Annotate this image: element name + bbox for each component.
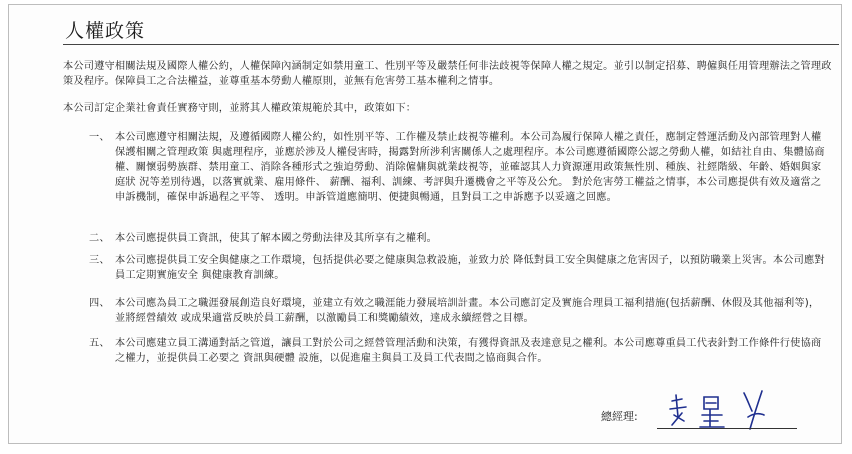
- handwritten-signature: [664, 387, 784, 432]
- signature-label: 總經理:: [601, 410, 638, 423]
- policy-item-5: [89, 336, 829, 366]
- page-title: 人權政策: [65, 20, 146, 42]
- policy-item-3: [89, 253, 829, 283]
- item-text: 本公司應遵守相關法規，及遵循國際人權公約，如性別平等、工作權及禁止歧視等權利。本公司為履行保障人權之責任，應制定營運活動及內部管理對人權保護相關之管理政策 與處理程序，並應於涉及人權侵害時，揭露對所涉利害關係人之處理程序。本公司應遵循國際公認之勞動人權，如結社自由、集體協商權、關懷弱勢族群、禁用童工、消除各種形式之強迫勞動、消除僱傭與就業歧視等，並確認其人力資源運用政策無性別、種族、社經階級、年齡、婚姻與家庭狀 況等差別待遇，以落實就業、雇用條件、 薪酬、福利、訓練、考評與升遷機會之平等及公允。 對於危害勞工權益之情事，本公司應提供有效及適當之申訴機制，確保申訴過程之平等、 透明。申訴管道應簡明、便捷與暢通，且對員工之申訴應予以妥適之回應。: [115, 132, 825, 203]
- item-text: 本公司應為員工之職涯發展創造良好環境，並建立有效之職涯能力發展培訓計畫。本公司應訂定及實施合理員工福利措施(包括薪酬、休假及其他福利等)，並將經營績效 或成果適當反映於員工薪酬，以激勵員工和獎勵績效，達成永續經營之目標。: [115, 298, 820, 324]
- item-text: 本公司應建立員工溝通對話之管道，讓員工對於公司之經營管理活動和決策，有獲得資訊及表達意見之權利。本公司應尊重員工代表針對工作條件行使協商之權力，並提供員工必要之 資訊與硬體 設施，以促進雇主與員工及員工代表間之協商與合作。: [115, 338, 822, 364]
- item-number: 二、: [89, 233, 110, 244]
- document-page: [8, 4, 842, 444]
- item-text: 本公司應提供員工安全與健康之工作環境，包括提供必要之健康與急救設施，並致力於 降低對員工安全與健康之危害因子，以預防職業上災害。本公司應對員工定期實施安全 與健康教育訓練。: [115, 255, 825, 281]
- policy-item-2: [89, 231, 829, 246]
- item-number: 一、: [89, 132, 110, 143]
- intro-paragraph: 本公司遵守相關法規及國際人權公約，人權保障內涵制定如禁用童工、性別平等及嚴禁任何非法歧視等保障人權之規定。並引以制定招募、聘僱與任用管理辦法之管理政策及程序。保障員工之合法權益，並尊重基本勞動人權原則，並無有危害勞工基本權利之情事。: [63, 61, 832, 87]
- item-text: 本公司應提供員工資訊，使其了解本國之勞動法律及其所享有之權利。: [115, 233, 438, 244]
- policy-item-1: [89, 130, 829, 205]
- item-number: 五、: [89, 338, 110, 349]
- policy-item-4: [89, 296, 829, 326]
- item-number: 四、: [89, 298, 110, 309]
- title-divider: [63, 44, 839, 45]
- policy-lead-paragraph: 本公司訂定企業社會責任實務守則，並將其人權政策規範於其中，政策如下：: [63, 103, 417, 114]
- item-number: 三、: [89, 255, 110, 266]
- signature-line: [657, 428, 797, 429]
